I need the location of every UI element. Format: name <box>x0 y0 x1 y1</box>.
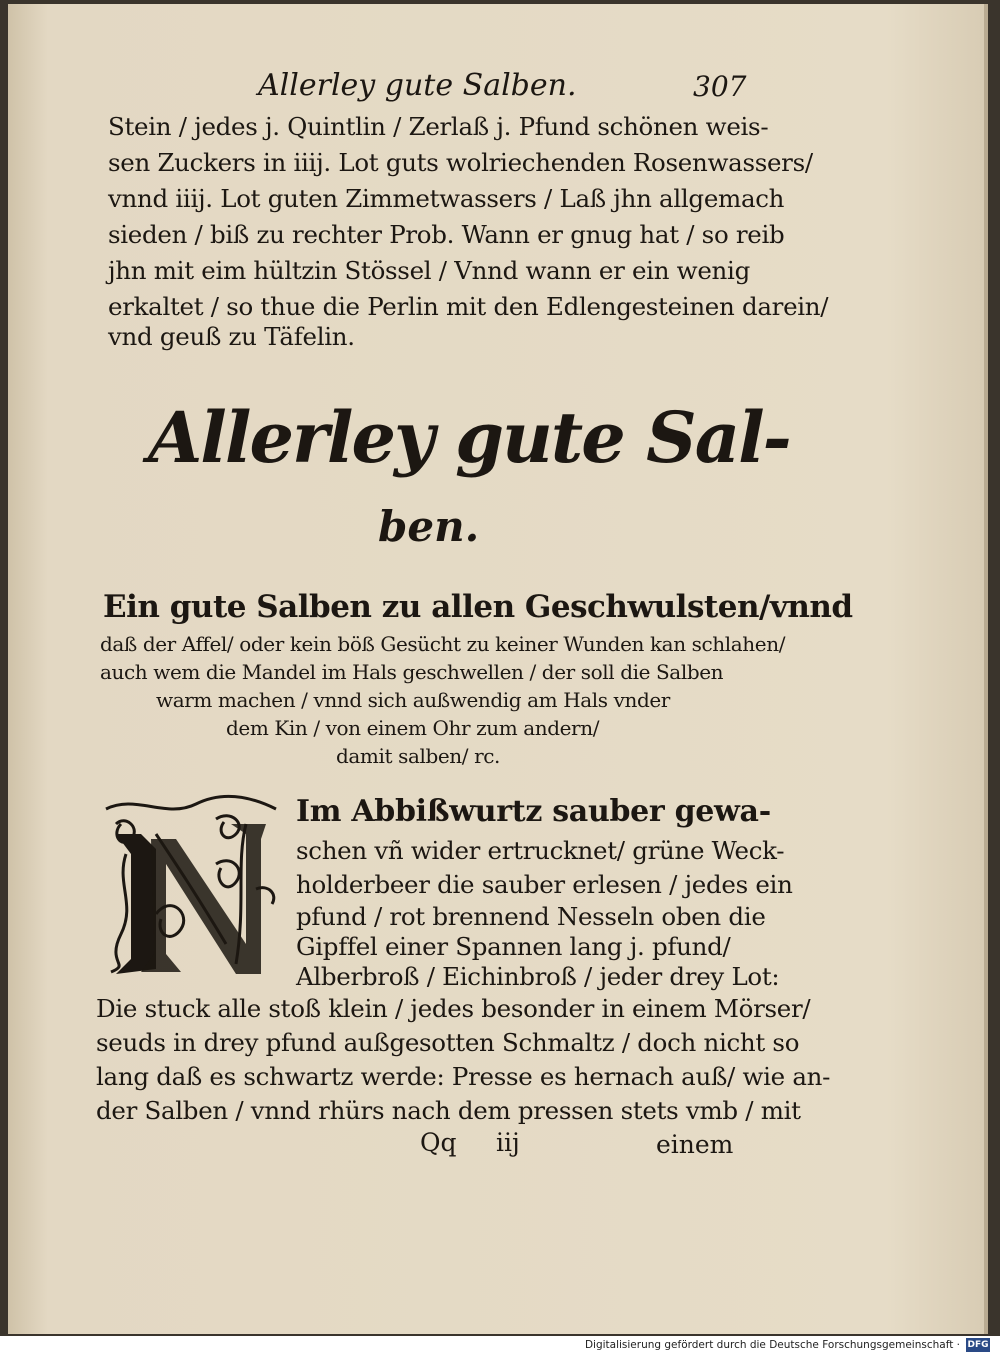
text-line: Gipffel einer Spannen lang j. pfund/ <box>296 932 731 961</box>
section-title-continued: ben. <box>378 502 480 551</box>
recipe-rubric-line: damit salben/ rc. <box>336 744 501 768</box>
page-number: 307 <box>693 70 747 103</box>
recipe-rubric-line: auch wem die Mandel im Hals geschwellen / der soll die Salben <box>100 660 724 684</box>
text-line: lang daß es schwartz werde: Presse es hernach auß/ wie an- <box>96 1062 831 1091</box>
text-line: seuds in drey pfund außgesotten Schmaltz / doch nicht so <box>96 1028 800 1057</box>
body-first-line <box>296 794 771 829</box>
text-line: erkaltet / so thue die Perlin mit den Edlengesteinen darein/ <box>108 292 829 321</box>
text-line: sieden / biß zu rechter Prob. Wann er gnug hat / so reib <box>108 220 785 249</box>
body-first-word: Im Abbißwurtz sauber gewa- <box>296 794 771 829</box>
text-line: der Salben / vnnd rhürs nach dem pressen stets vmb / mit <box>96 1096 801 1125</box>
signature-number: iij <box>496 1128 520 1157</box>
text-line: jhn mit eim hültzin Stössel / Vnnd wann er ein wenig <box>108 256 750 285</box>
recipe-rubric-line: warm machen / vnnd sich außwendig am Hals vnder <box>156 688 670 712</box>
recipe-rubric-line: daß der Affel/ oder kein böß Gesücht zu keiner Wunden kan schlahen/ <box>100 632 786 656</box>
text-line: Alberbroß / Eichinbroß / jeder drey Lot: <box>296 962 780 991</box>
text-line: holderbeer die sauber erlesen / jedes ein <box>296 870 793 899</box>
catchword: einem <box>656 1130 734 1159</box>
signature-mark: Qq <box>420 1128 457 1157</box>
text-line: Die stuck alle stoß klein / jedes besonder in einem Mörser/ <box>96 994 811 1023</box>
section-title: Allerley gute Sal- <box>148 396 790 479</box>
book-page <box>8 4 988 1334</box>
text-line: schen vñ wider ertrucknet/ grüne Weck- <box>296 836 785 865</box>
text-line: Stein / jedes j. Quintlin / Zerlaß j. Pfund schönen weis- <box>108 112 769 141</box>
dfg-logo-icon: DFG <box>967 1340 989 1350</box>
footer-credit: Digitalisierung gefördert durch die Deutsche Forschungsgemeinschaft · <box>584 1339 960 1351</box>
recipe-title: Ein gute Salben zu allen Geschwulsten/vnnd <box>103 589 853 625</box>
decorated-initial-n-icon <box>96 794 286 979</box>
text-line: sen Zuckers in iiij. Lot guts wolriechenden Rosenwassers/ <box>108 148 813 177</box>
recipe-rubric-line: dem Kin / von einem Ohr zum andern/ <box>226 716 600 740</box>
text-line: vnnd iiij. Lot guten Zimmetwassers / Laß jhn allgemach <box>108 184 785 213</box>
running-head-title: Allerley gute Salben. <box>258 68 577 103</box>
text-line: pfund / rot brennend Nesseln oben die <box>296 902 766 931</box>
text-line: vnd geuß zu Täfelin. <box>108 322 355 351</box>
